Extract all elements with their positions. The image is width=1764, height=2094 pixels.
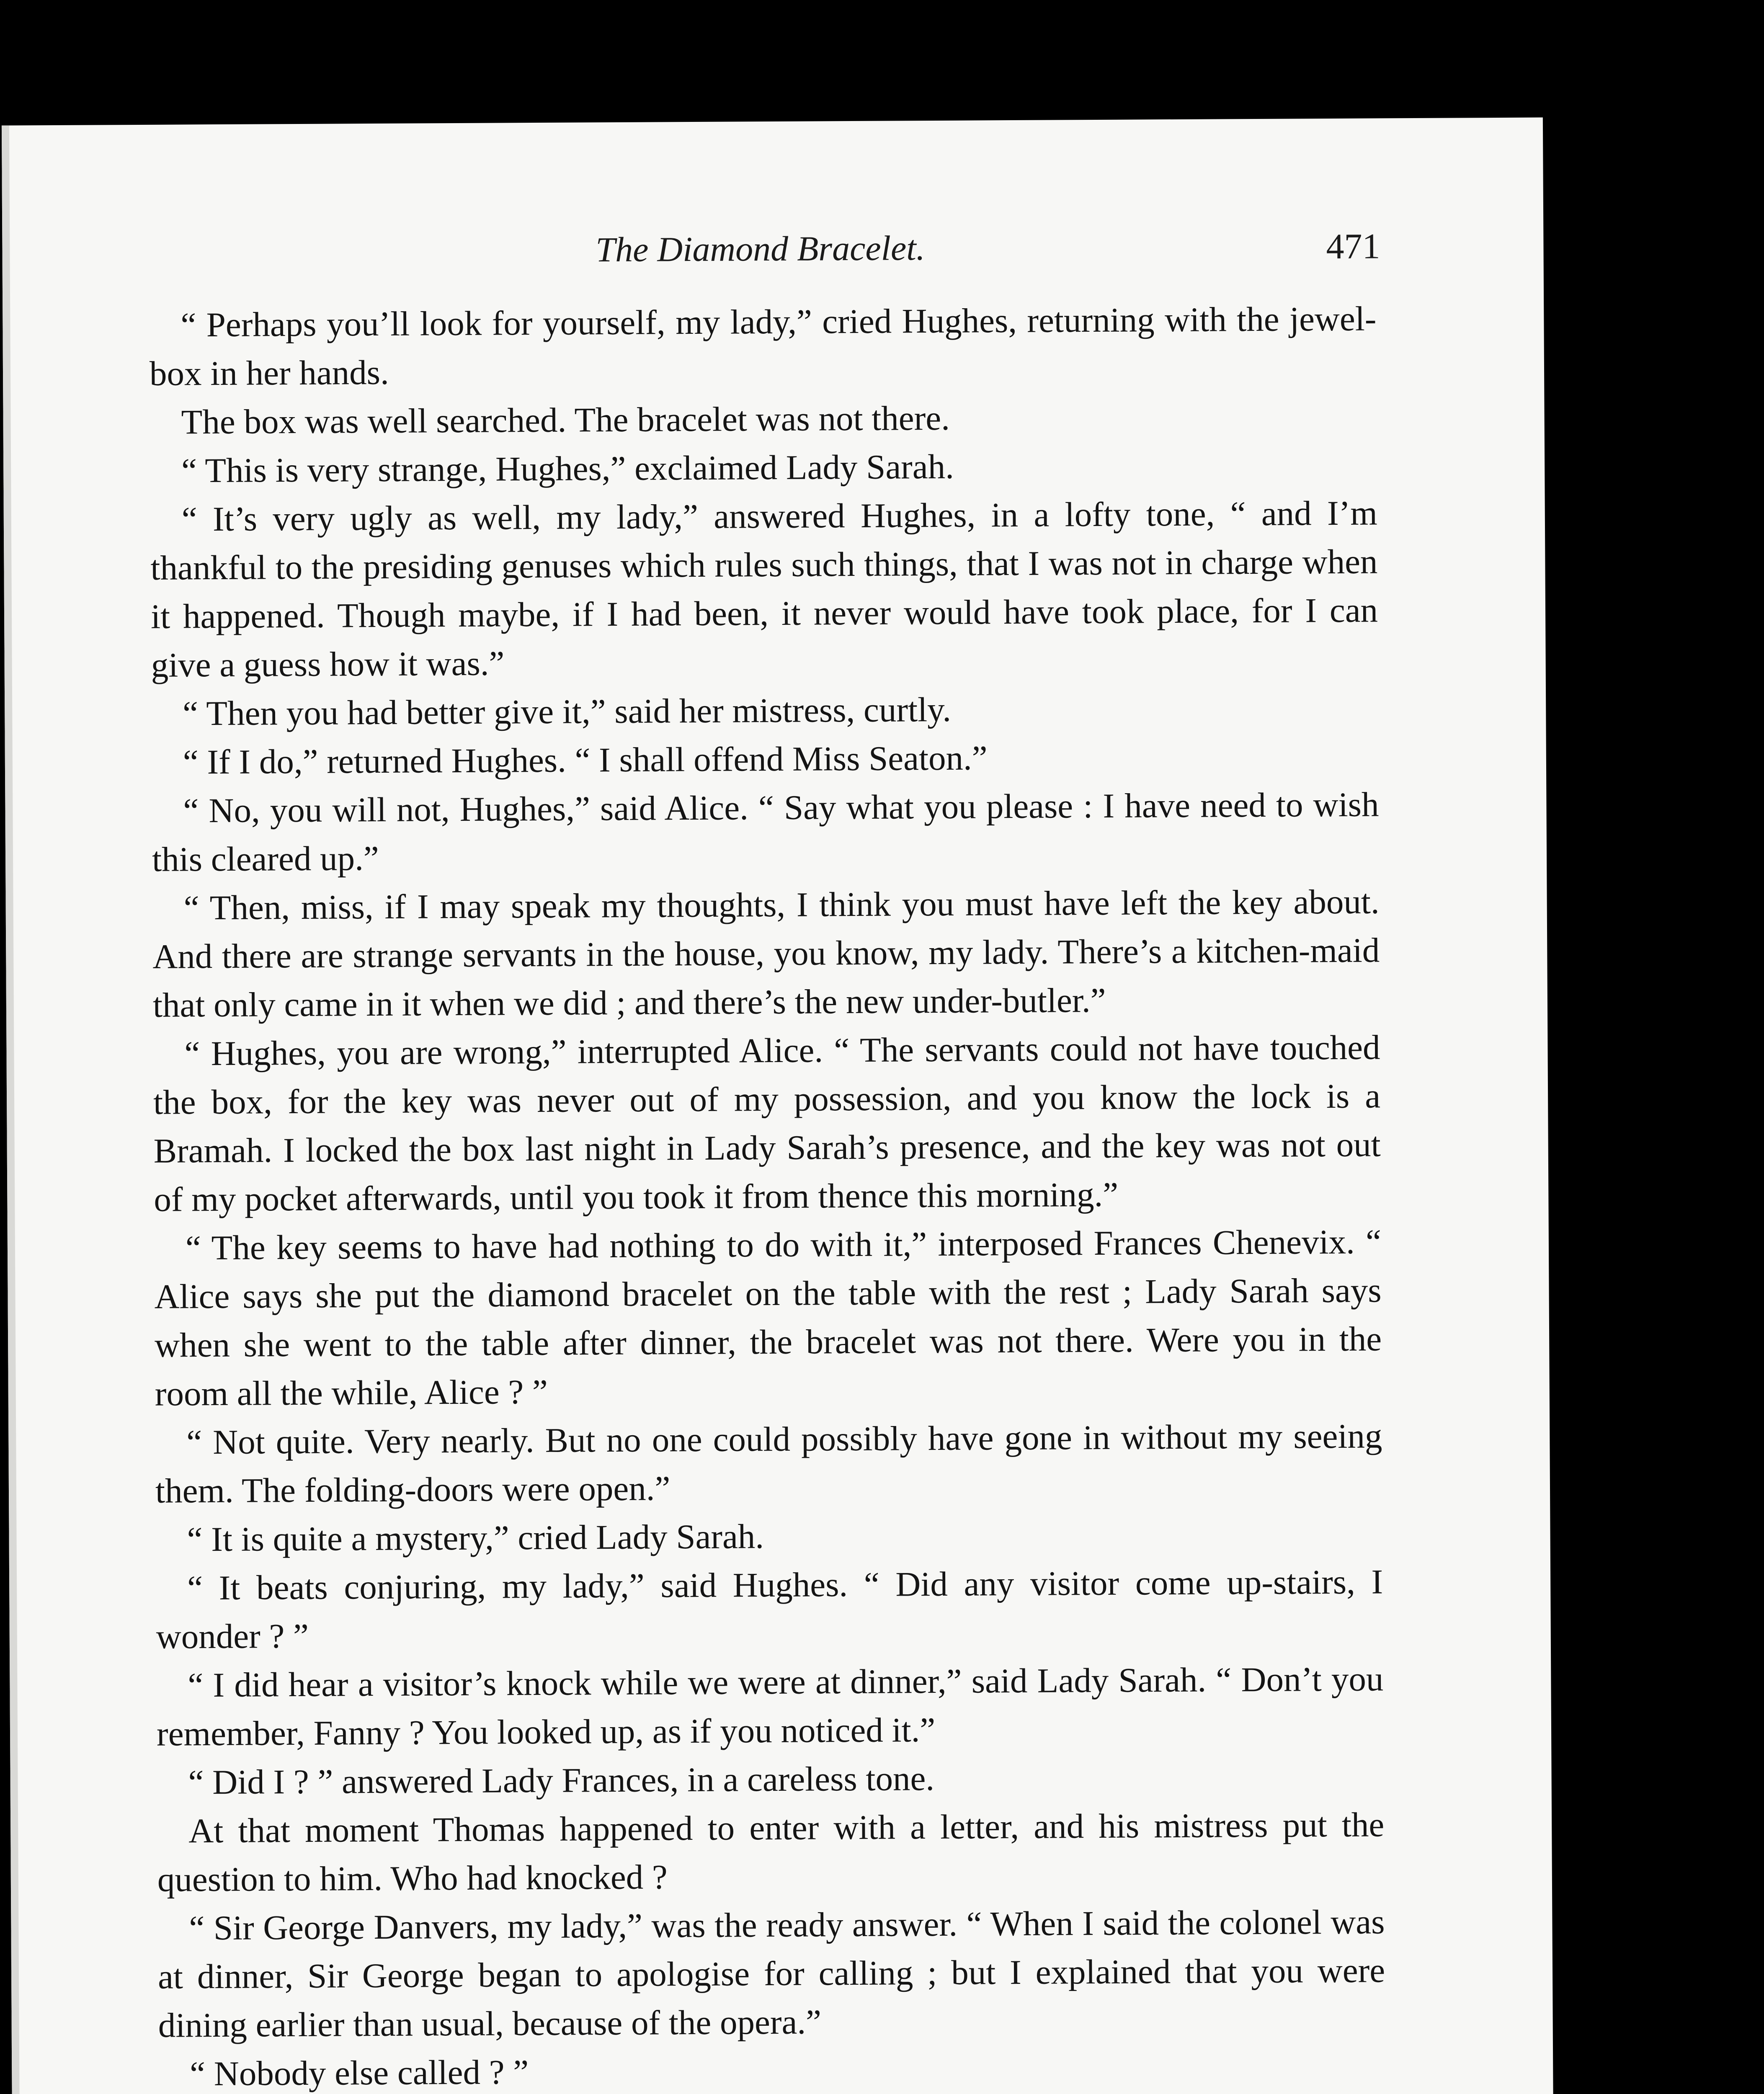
page-header xyxy=(140,219,1380,279)
paragraph: “ It is quite a mystery,” cried Lady Sarah. xyxy=(187,1517,764,1559)
paragraph: At that moment Thomas happened to enter with a letter, and his mistress put the question to him. Who had knocked ? xyxy=(157,1805,1385,1899)
paragraph: “ Then, miss, if I may speak my thoughts, I think you must have left the key about. And there are strange servants in the house, you know, my lady. There’s a kitchen-maid that only came in it when we did ; and there’s the new under-butler.” xyxy=(152,882,1380,1024)
paragraph: “ Did I ? ” answered Lady Frances, in a careless tone. xyxy=(188,1759,935,1802)
paragraph: “ Hughes, you are wrong,” interrupted Alice. “ The servants could not have touched the box, for the key was never out of my possession, and you know the lock is a Bramah. I locked the box last night in Lady Sarah’s presence, and the key was not out of my pocket afterwards, until you took it from thence this morning.” xyxy=(153,1028,1381,1219)
paragraph: “ It beats conjuring, my lady,” said Hughes. “ Did any visitor come up-stairs, I wonder ? ” xyxy=(156,1562,1383,1656)
paragraph: “ If I do,” returned Hughes. “ I shall offend Miss Seaton.” xyxy=(183,738,988,781)
paragraph: “ Sir George Danvers, my lady,” was the ready answer. “ When I said the colonel was at dinner, Sir George began to apologise for calling ; but I explained that you were dining earlier than usual, because of the opera.” xyxy=(157,1902,1385,2045)
paragraph: “ Then you had better give it,” said her mistress, curtly. xyxy=(183,690,952,733)
paragraph: “ It’s very ugly as well, my lady,” answered Hughes, in a lofty tone, “ and I’m thankful to the presiding genuses which rules such things, that I was not in charge when it happened. Though maybe, if I had been, it never would have took place, for I can give a guess how it was.” xyxy=(150,493,1378,684)
book-page xyxy=(2,117,1556,2094)
paragraph: “ Not quite. Very nearly. But no one could possibly have gone in without my seeing them. The folding-doors were open.” xyxy=(155,1416,1382,1510)
paragraph: “ I did hear a visitor’s knock while we were at dinner,” said Lady Sarah. “ Don’t you remember, Fanny ? You looked up, as if you noticed it.” xyxy=(156,1659,1384,1753)
paragraph: “ Perhaps you’ll look for yourself, my lady,” cried Hughes, returning with the jewel-box in her hands. xyxy=(149,299,1377,393)
paragraph: “ The key seems to have had nothing to do with it,” interposed Frances Chenevix. “ Alice says she put the diamond bracelet on the table with the rest ; Lady Sarah says when she went to the table after dinner, the bracelet was not there. Were you in the room all the while, Alice ? ” xyxy=(154,1222,1382,1413)
paragraph: “ This is very strange, Hughes,” exclaimed Lady Sarah. xyxy=(181,447,954,490)
paragraph: “ Nobody else called ? ” xyxy=(190,2053,529,2093)
paragraph: The box was well searched. The bracelet was not there. xyxy=(181,398,950,441)
paragraph: “ No, you will not, Hughes,” said Alice. “ Say what you please : I have need to wish this cleared up.” xyxy=(152,785,1379,879)
body-text xyxy=(149,294,1386,2094)
page-number: 471 xyxy=(1326,226,1380,267)
running-head: The Diamond Bracelet. xyxy=(596,229,925,270)
